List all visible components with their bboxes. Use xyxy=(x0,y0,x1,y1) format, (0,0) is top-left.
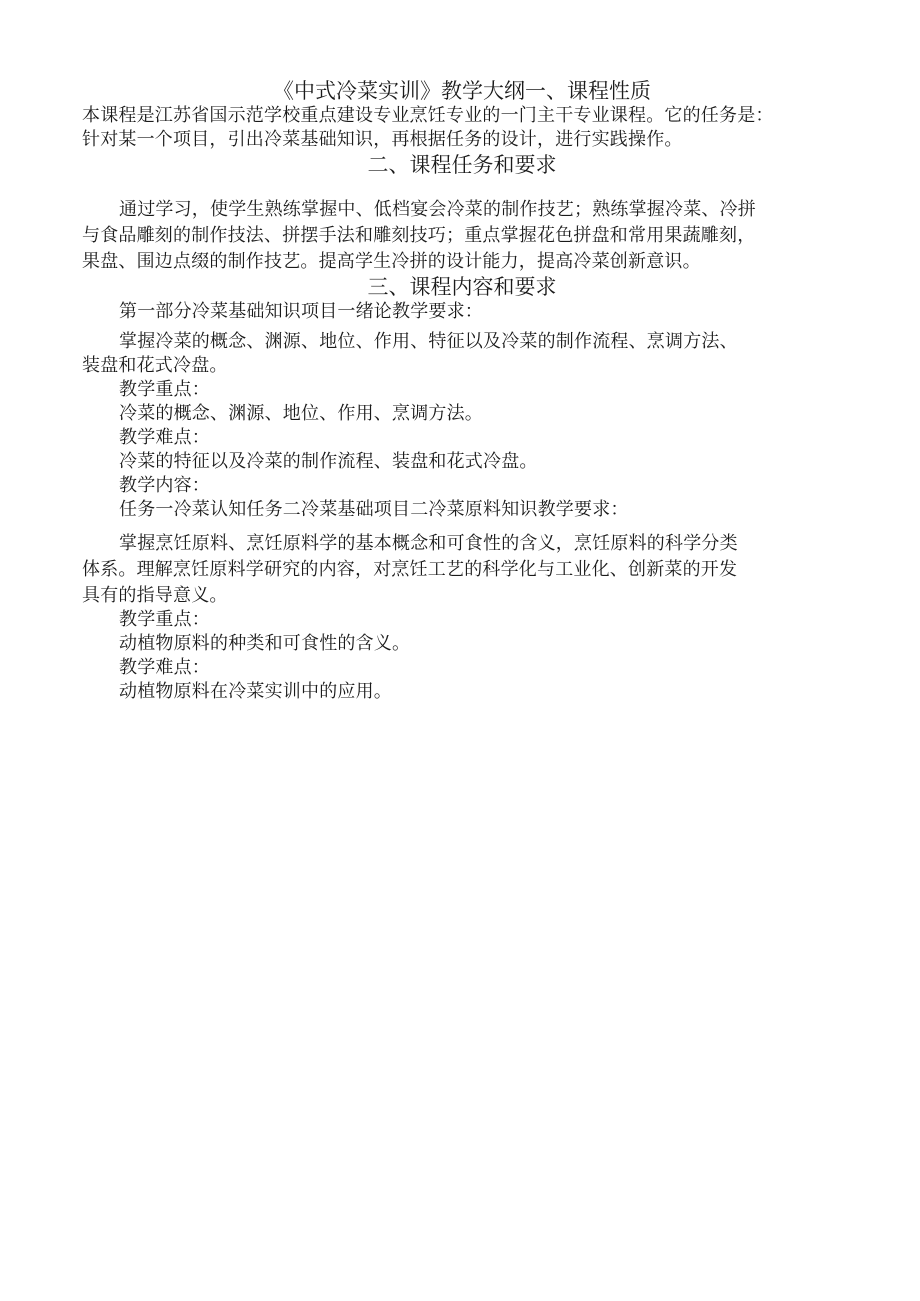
part2-requirement-line-2: 体系。理解烹饪原料学研究的内容，对烹饪工艺的科学化与工业化、创新菜的开发 xyxy=(82,559,738,580)
part1-requirement-line-1: 掌握冷菜的概念、渊源、地位、作用、特征以及冷菜的制作流程、烹调方法、 xyxy=(119,331,738,352)
part1-content-label: 教学内容： xyxy=(119,475,210,496)
part2-key-label: 教学重点： xyxy=(119,609,210,630)
document-title: 《中式冷菜实训》教学大纲一、课程性质 xyxy=(273,79,651,103)
section2-line-3: 果盘、围边点缀的制作技艺。提高学生冷拼的设计能力，提高冷菜创新意识。 xyxy=(82,251,701,272)
part1-content-text: 任务一冷菜认知任务二冷菜基础项目二冷菜原料知识教学要求： xyxy=(119,499,629,520)
part1-key-label: 教学重点： xyxy=(119,379,210,400)
part1-difficulty-label: 教学难点： xyxy=(119,427,210,448)
section2-line-2: 与食品雕刻的制作技法、拼摆手法和雕刻技巧；重点掌握花色拼盘和常用果蔬雕刻， xyxy=(82,225,756,246)
part2-difficulty-label: 教学难点： xyxy=(119,657,210,678)
intro-line-2: 针对某一个项目，引出冷菜基础知识，再根据任务的设计，进行实践操作。 xyxy=(82,129,683,150)
part1-requirement-line-2: 装盘和花式冷盘。 xyxy=(82,355,228,376)
section3-heading: 三、课程内容和要求 xyxy=(367,275,557,299)
intro-line-1: 本课程是江苏省国示范学校重点建设专业烹饪专业的一门主干专业课程。它的任务是： xyxy=(82,105,774,126)
part1-heading: 第一部分冷菜基础知识项目一绪论教学要求： xyxy=(119,301,483,322)
section2-heading: 二、课程任务和要求 xyxy=(367,153,557,177)
part2-difficulty-text: 动植物原料在冷菜实训中的应用。 xyxy=(119,681,392,702)
part2-requirement-line-3: 具有的指导意义。 xyxy=(82,585,228,606)
part2-key-text: 动植物原料的种类和可食性的含义。 xyxy=(119,633,411,654)
part2-requirement-line-1: 掌握烹饪原料、烹饪原料学的基本概念和可食性的含义，烹饪原料的科学分类 xyxy=(119,533,738,554)
part1-difficulty-text: 冷菜的特征以及冷菜的制作流程、装盘和花式冷盘。 xyxy=(119,451,538,472)
document-body xyxy=(82,78,842,704)
part1-key-text: 冷菜的概念、渊源、地位、作用、烹调方法。 xyxy=(119,403,483,424)
section2-line-1: 通过学习，使学生熟练掌握中、低档宴会冷菜的制作技艺；熟练掌握冷菜、冷拼 xyxy=(119,199,756,220)
